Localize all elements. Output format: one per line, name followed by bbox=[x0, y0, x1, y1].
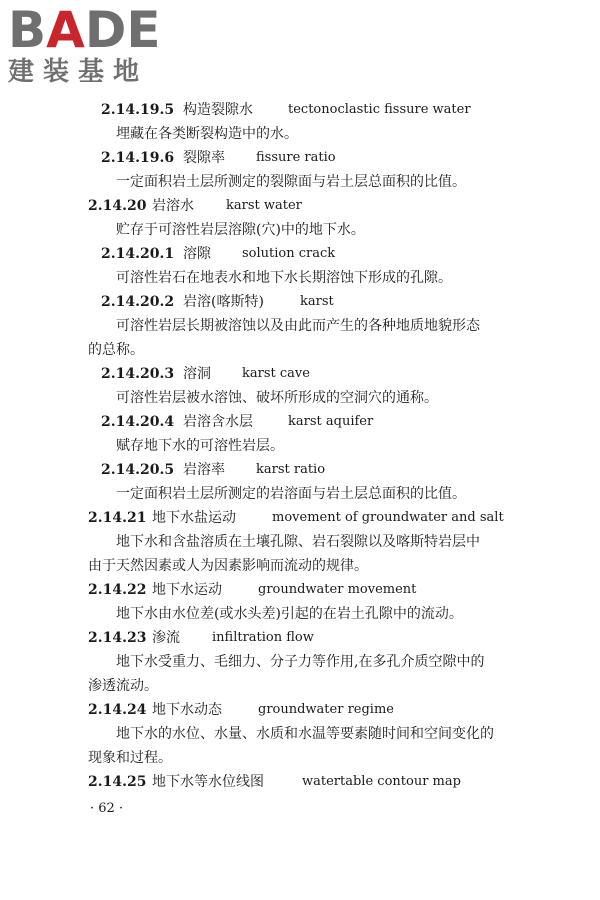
term-definition: 可溶性岩石在地表水和地下水长期溶蚀下形成的孔隙。 bbox=[116, 270, 452, 286]
term-definition: 渗透流动。 bbox=[88, 678, 158, 694]
term-chinese: 构造裂隙水 bbox=[183, 102, 253, 118]
logo-subtitle: 建装基地 bbox=[8, 57, 149, 87]
term-english: karst bbox=[300, 294, 334, 309]
term-definition: 地下水由水位差(或水头差)引起的在岩土孔隙中的流动。 bbox=[116, 606, 463, 622]
term-definition: 的总称。 bbox=[88, 342, 144, 358]
term-entry bbox=[0, 146, 600, 170]
term-number: 2.14.23 bbox=[88, 630, 147, 646]
term-number: 2.14.20.1 bbox=[101, 246, 175, 262]
term-number: 2.14.19.6 bbox=[101, 150, 175, 166]
bade-logo bbox=[8, 1, 178, 88]
term-english: karst ratio bbox=[256, 462, 326, 477]
term-chinese: 地下水盐运动 bbox=[152, 510, 236, 526]
term-number: 2.14.21 bbox=[88, 510, 147, 526]
term-chinese: 地下水等水位线图 bbox=[152, 774, 264, 790]
term-number: 2.14.22 bbox=[88, 582, 147, 598]
term-definition: 贮存于可溶性岩层溶隙(穴)中的地下水。 bbox=[116, 222, 365, 238]
document-body bbox=[0, 98, 600, 794]
term-definition: 地下水受重力、毛细力、分子力等作用,在多孔介质空隙中的 bbox=[116, 654, 485, 670]
term-chinese: 岩溶含水层 bbox=[183, 414, 253, 430]
term-definition: 由于天然因素或人为因素影响而流动的规律。 bbox=[88, 558, 368, 574]
term-english: tectonoclastic fissure water bbox=[288, 102, 471, 117]
term-entry bbox=[0, 578, 600, 602]
term-entry bbox=[0, 362, 600, 386]
term-english: watertable contour map bbox=[302, 774, 461, 789]
term-definition: 赋存地下水的可溶性岩层。 bbox=[116, 438, 284, 454]
term-chinese: 岩溶水 bbox=[152, 198, 194, 214]
term-definition: 地下水和含盐溶质在土壤孔隙、岩石裂隙以及喀斯特岩层中 bbox=[116, 534, 480, 550]
term-entry bbox=[0, 194, 600, 218]
term-chinese: 地下水动态 bbox=[152, 702, 222, 718]
term-entry bbox=[0, 506, 600, 530]
term-number: 2.14.25 bbox=[88, 774, 147, 790]
term-english: groundwater regime bbox=[258, 702, 394, 717]
term-english: karst aquifer bbox=[288, 414, 374, 429]
term-english: fissure ratio bbox=[256, 150, 336, 165]
term-definition: 可溶性岩层被水溶蚀、破坏所形成的空洞穴的通称。 bbox=[116, 390, 438, 406]
term-chinese: 溶隙 bbox=[183, 246, 211, 262]
term-definition: 可溶性岩层长期被溶蚀以及由此而产生的各种地质地貌形态 bbox=[116, 318, 480, 334]
term-entry bbox=[0, 242, 600, 266]
term-number: 2.14.24 bbox=[88, 702, 147, 718]
logo-wordmark: BADE bbox=[8, 1, 161, 59]
term-entry bbox=[0, 698, 600, 722]
term-number: 2.14.20.5 bbox=[101, 462, 175, 478]
term-chinese: 岩溶(喀斯特) bbox=[183, 294, 264, 310]
term-number: 2.14.19.5 bbox=[101, 102, 175, 118]
term-definition: 一定面积岩土层所测定的裂隙面与岩土层总面积的比值。 bbox=[116, 174, 466, 190]
term-definition: 地下水的水位、水量、水质和水温等要素随时间和空间变化的 bbox=[116, 726, 494, 742]
term-definition: 一定面积岩土层所测定的岩溶面与岩土层总面积的比值。 bbox=[116, 486, 466, 502]
term-number: 2.14.20.3 bbox=[101, 366, 175, 382]
term-english: karst water bbox=[226, 198, 302, 213]
term-number: 2.14.20.2 bbox=[101, 294, 175, 310]
term-entry bbox=[0, 290, 600, 314]
term-entry bbox=[0, 410, 600, 434]
term-chinese: 地下水运动 bbox=[152, 582, 222, 598]
term-chinese: 渗流 bbox=[152, 630, 180, 646]
term-chinese: 溶洞 bbox=[183, 366, 211, 382]
term-definition: 现象和过程。 bbox=[88, 750, 172, 766]
term-chinese: 岩溶率 bbox=[183, 462, 225, 478]
term-entry bbox=[0, 770, 600, 794]
term-entry bbox=[0, 98, 600, 122]
page-number: · 62 · bbox=[90, 801, 124, 816]
term-entry bbox=[0, 458, 600, 482]
term-english: groundwater movement bbox=[258, 582, 417, 597]
term-chinese: 裂隙率 bbox=[183, 150, 225, 166]
term-number: 2.14.20 bbox=[88, 198, 147, 214]
term-definition: 埋藏在各类断裂构造中的水。 bbox=[116, 126, 298, 142]
term-english: solution crack bbox=[242, 246, 336, 261]
term-number: 2.14.20.4 bbox=[101, 414, 175, 430]
term-english: movement of groundwater and salt bbox=[272, 510, 504, 525]
term-english: infiltration flow bbox=[212, 630, 314, 645]
term-english: karst cave bbox=[242, 366, 310, 381]
term-entry bbox=[0, 626, 600, 650]
